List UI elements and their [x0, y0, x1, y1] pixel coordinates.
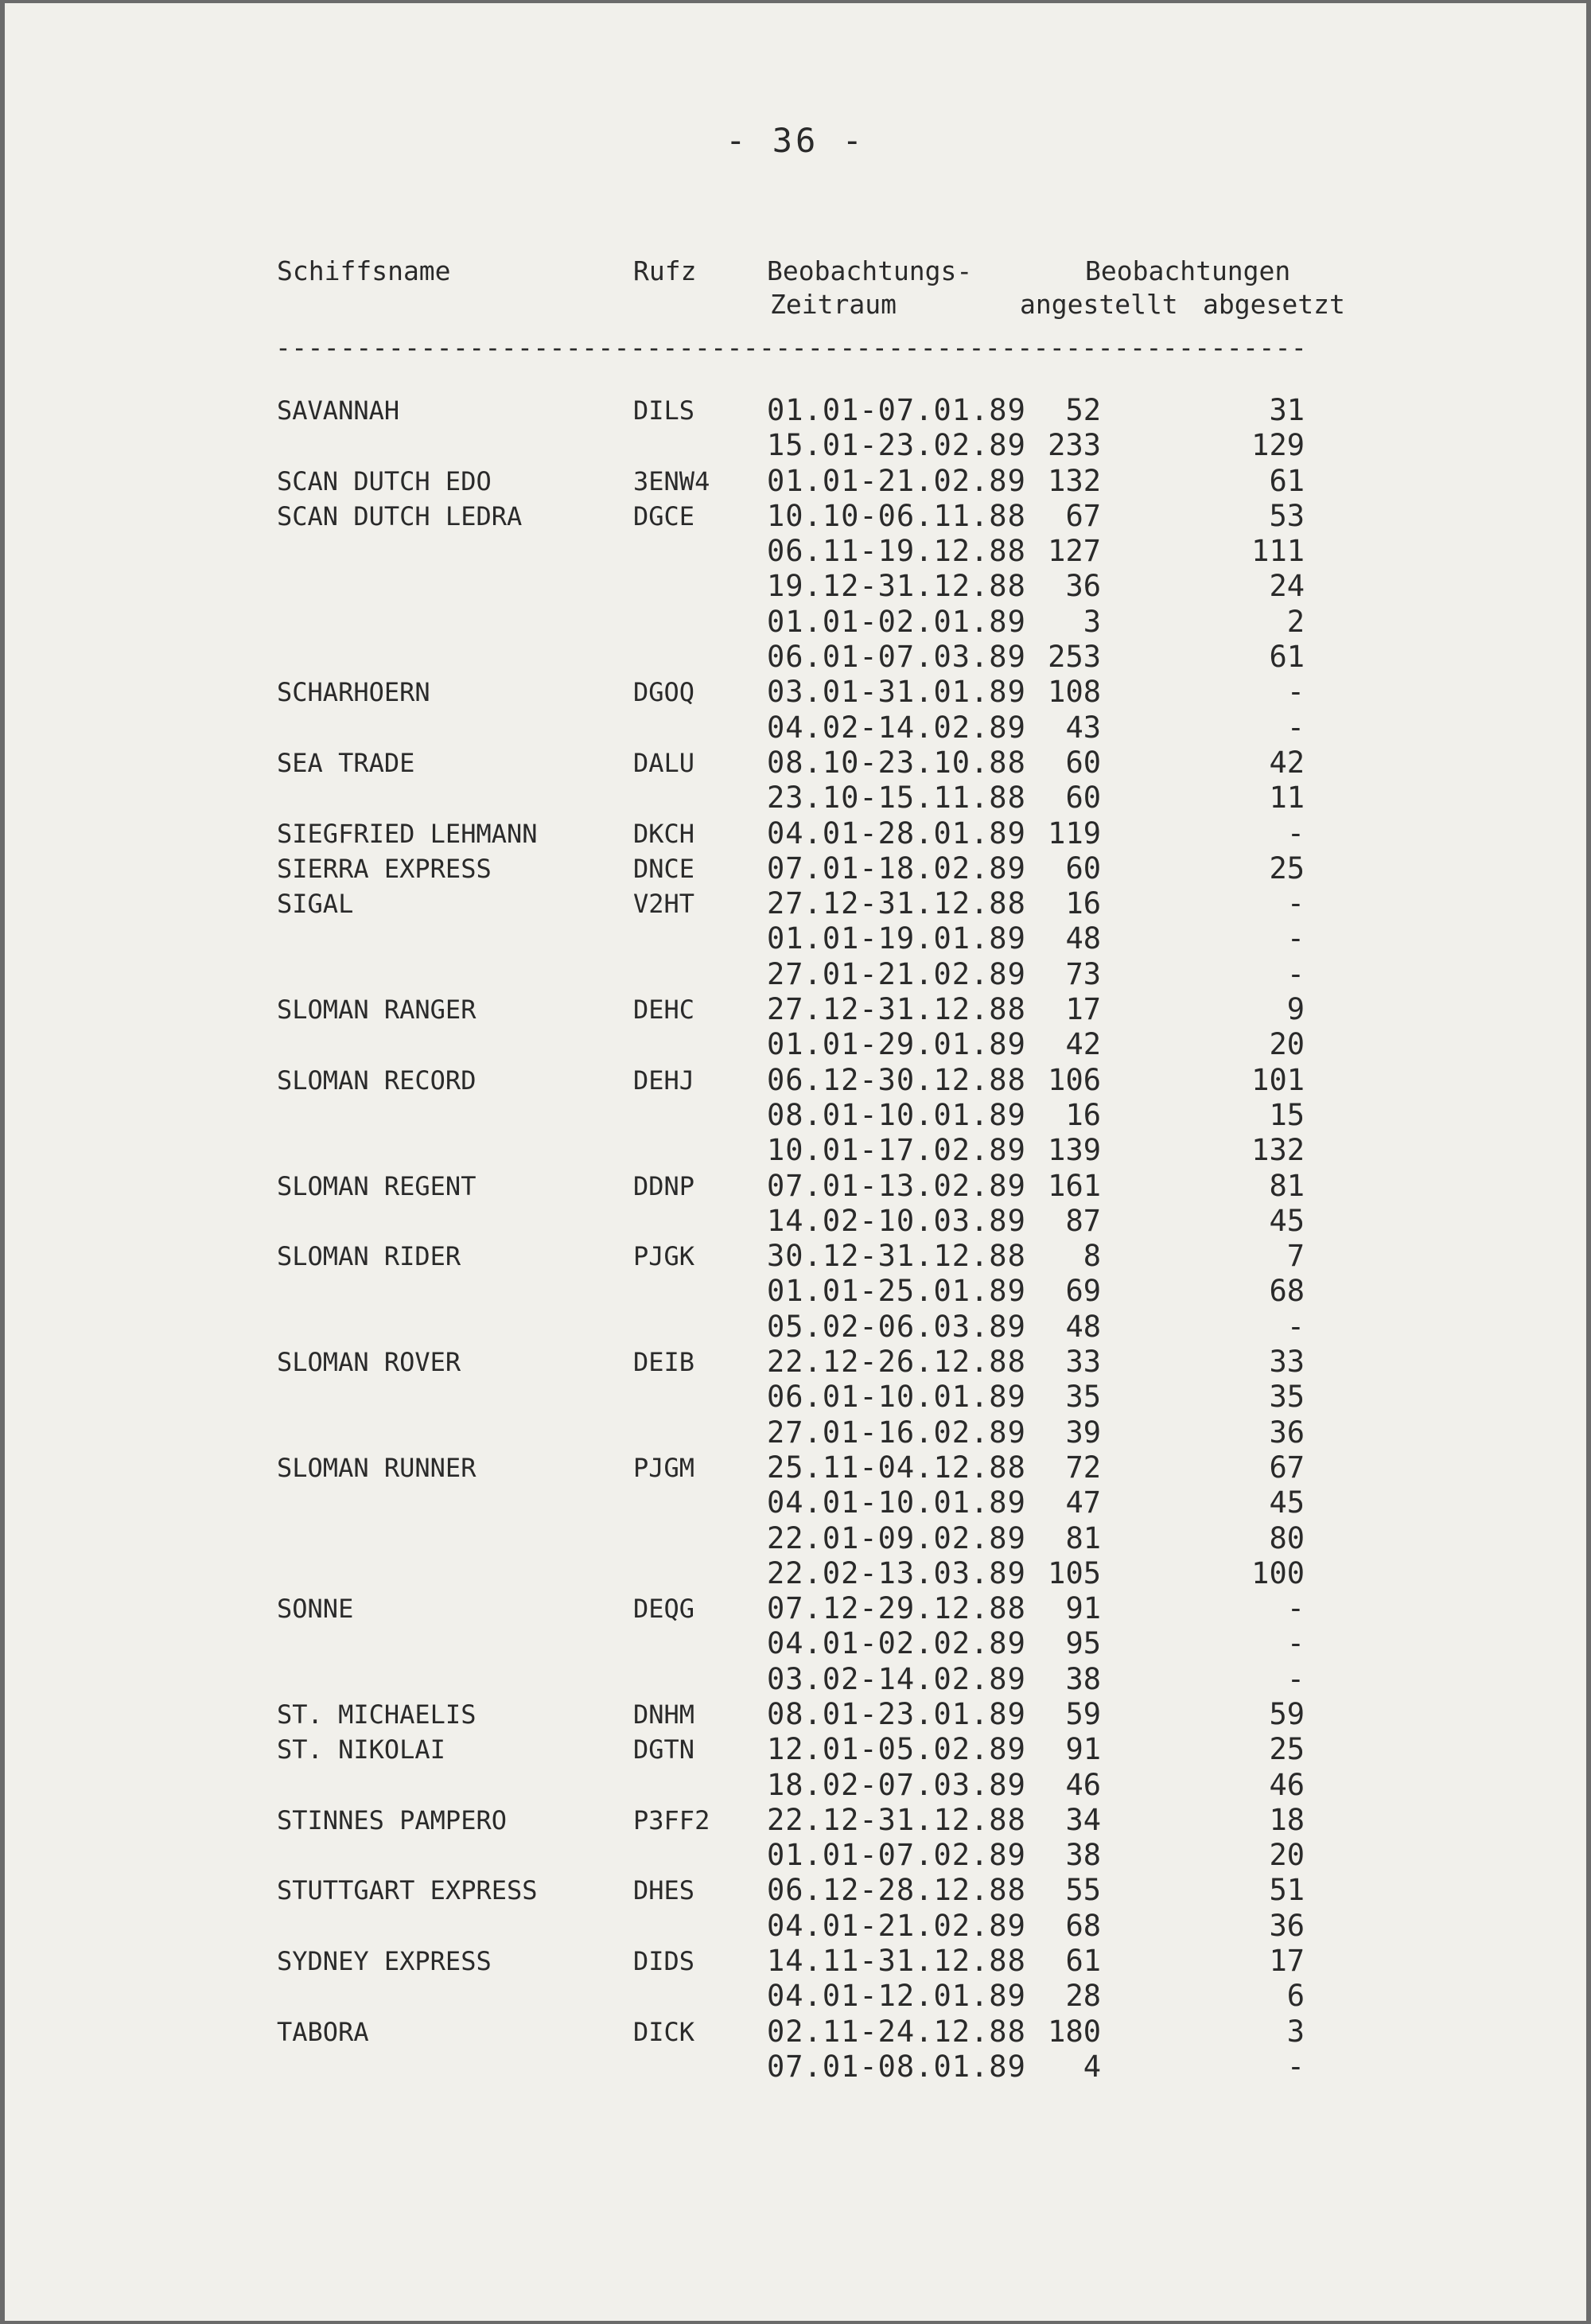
call-sign-cell: DDNP — [633, 1170, 695, 1201]
observations-made-cell: 161 — [1048, 1168, 1101, 1203]
ship-name-cell: SCHARHOERN — [277, 677, 430, 708]
observations-made-cell: 39 — [1065, 1415, 1101, 1450]
call-sign-cell: DEQG — [633, 1594, 695, 1625]
period-cell: 07.01-13.02.89 — [767, 1168, 1026, 1203]
observations-made-cell: 119 — [1048, 816, 1101, 851]
period-cell: 01.01-07.02.89 — [767, 1838, 1026, 1873]
period-cell: 15.01-23.02.89 — [767, 428, 1026, 463]
observations-sent-cell: 3 — [1286, 2014, 1305, 2049]
period-cell: 23.10-15.11.88 — [767, 781, 1026, 816]
observations-made-cell: 16 — [1065, 1097, 1101, 1132]
table-row — [5, 1239, 1586, 1274]
period-cell: 07.12-29.12.88 — [767, 1591, 1026, 1626]
observations-sent-cell: 33 — [1269, 1345, 1305, 1380]
observations-sent-cell: 61 — [1269, 640, 1305, 675]
table-row — [5, 1415, 1586, 1450]
table-row — [5, 499, 1586, 534]
table-row — [5, 957, 1586, 992]
period-cell: 04.01-02.02.89 — [767, 1626, 1026, 1661]
call-sign-cell: DIDS — [633, 1946, 695, 1977]
call-sign-cell: DNCE — [633, 853, 695, 884]
observations-sent-cell: - — [1286, 921, 1305, 956]
ship-name-cell: SLOMAN ROVER — [277, 1347, 461, 1378]
table-row — [5, 1098, 1586, 1133]
period-cell: 22.02-13.03.89 — [767, 1555, 1026, 1590]
observations-sent-cell: 46 — [1269, 1767, 1305, 1802]
observations-made-cell: 46 — [1065, 1767, 1101, 1802]
call-sign-cell: DGTN — [633, 1734, 695, 1765]
observations-sent-cell: 7 — [1286, 1239, 1305, 1274]
observations-made-cell: 105 — [1048, 1555, 1101, 1590]
observations-made-cell: 60 — [1065, 745, 1101, 780]
period-cell: 19.12-31.12.88 — [767, 569, 1026, 604]
table-row — [5, 816, 1586, 851]
period-cell: 04.01-12.01.89 — [767, 1979, 1026, 2014]
table-row — [5, 1662, 1586, 1697]
table-row — [5, 1556, 1586, 1591]
table-row — [5, 675, 1586, 710]
observations-sent-cell: 36 — [1269, 1908, 1305, 1943]
table-row — [5, 921, 1586, 956]
header-call-sign: Rufz — [633, 255, 697, 286]
observations-sent-cell: 61 — [1269, 463, 1305, 498]
table-row — [5, 534, 1586, 569]
ship-name-cell: ST. MICHAELIS — [277, 1699, 477, 1730]
ship-name-cell: SIERRA EXPRESS — [277, 853, 492, 884]
observations-made-cell: 34 — [1065, 1802, 1101, 1837]
period-cell: 04.01-21.02.89 — [767, 1908, 1026, 1943]
observations-made-cell: 127 — [1048, 534, 1101, 569]
ship-name-cell: SLOMAN RIDER — [277, 1241, 461, 1272]
observations-sent-cell: 111 — [1251, 534, 1305, 569]
observations-sent-cell: 67 — [1269, 1450, 1305, 1485]
period-cell: 30.12-31.12.88 — [767, 1239, 1026, 1274]
observations-made-cell: 55 — [1065, 1873, 1101, 1908]
table-row — [5, 745, 1586, 781]
observations-sent-cell: - — [1286, 956, 1305, 991]
observations-made-cell: 81 — [1065, 1520, 1101, 1555]
observations-sent-cell: - — [1286, 2049, 1305, 2084]
table-row — [5, 1274, 1586, 1309]
ship-name-cell: SLOMAN RANGER — [277, 995, 477, 1026]
table-row — [5, 1944, 1586, 1979]
period-cell: 01.01-19.01.89 — [767, 921, 1026, 956]
period-cell: 01.01-07.01.89 — [767, 393, 1026, 427]
observations-made-cell: 91 — [1065, 1732, 1101, 1767]
observations-sent-cell: 35 — [1269, 1380, 1305, 1415]
call-sign-cell: DGCE — [633, 500, 695, 531]
table-row — [5, 1803, 1586, 1838]
table-row — [5, 1027, 1586, 1062]
period-cell: 04.01-28.01.89 — [767, 816, 1026, 851]
document-page — [5, 3, 1586, 2321]
period-cell: 01.01-02.01.89 — [767, 604, 1026, 639]
observations-sent-cell: 20 — [1269, 1027, 1305, 1062]
observations-sent-cell: 81 — [1269, 1168, 1305, 1203]
observations-sent-cell: - — [1286, 1661, 1305, 1696]
table-row — [5, 605, 1586, 640]
observations-sent-cell: 31 — [1269, 393, 1305, 427]
table-row — [5, 2050, 1586, 2085]
ship-name-cell: SLOMAN RECORD — [277, 1065, 477, 1096]
header-observations-made: angestellt — [1020, 289, 1178, 320]
ship-name-cell: SCAN DUTCH LEDRA — [277, 500, 523, 531]
observations-made-cell: 43 — [1065, 710, 1101, 745]
observations-sent-cell: 17 — [1269, 1944, 1305, 1979]
period-cell: 01.01-21.02.89 — [767, 463, 1026, 498]
call-sign-cell: PJGK — [633, 1241, 695, 1272]
table-row — [5, 1133, 1586, 1168]
period-cell: 08.10-23.10.88 — [767, 745, 1026, 780]
observations-sent-cell: 42 — [1269, 745, 1305, 780]
observations-made-cell: 28 — [1065, 1979, 1101, 2014]
table-row — [5, 1626, 1586, 1661]
period-cell: 22.12-31.12.88 — [767, 1802, 1026, 1837]
table-row — [5, 886, 1586, 921]
period-cell: 03.02-14.02.89 — [767, 1661, 1026, 1696]
observations-made-cell: 69 — [1065, 1274, 1101, 1309]
observations-made-cell: 35 — [1065, 1380, 1101, 1415]
call-sign-cell: DEHJ — [633, 1065, 695, 1096]
ship-name-cell: SONNE — [277, 1594, 354, 1625]
observations-sent-cell: 9 — [1286, 992, 1305, 1027]
period-cell: 07.01-18.02.89 — [767, 851, 1026, 886]
period-cell: 08.01-23.01.89 — [767, 1696, 1026, 1731]
table-row — [5, 1380, 1586, 1415]
observations-made-cell: 48 — [1065, 921, 1101, 956]
period-cell: 03.01-31.01.89 — [767, 675, 1026, 710]
observations-sent-cell: 51 — [1269, 1873, 1305, 1908]
call-sign-cell: DNHM — [633, 1699, 695, 1730]
observations-sent-cell: 129 — [1251, 428, 1305, 463]
period-cell: 01.01-29.01.89 — [767, 1027, 1026, 1062]
call-sign-cell: DHES — [633, 1875, 695, 1906]
period-cell: 27.01-16.02.89 — [767, 1415, 1026, 1450]
table-row — [5, 1979, 1586, 2014]
table-row — [5, 2015, 1586, 2050]
period-cell: 27.12-31.12.88 — [767, 992, 1026, 1027]
call-sign-cell: DILS — [633, 395, 695, 426]
header-separator: ---------------------------------------------------------------- — [275, 332, 1308, 363]
table-row — [5, 569, 1586, 604]
observations-made-cell: 72 — [1065, 1450, 1101, 1485]
call-sign-cell: DALU — [633, 747, 695, 778]
period-cell: 06.12-28.12.88 — [767, 1873, 1026, 1908]
observations-sent-cell: - — [1286, 1626, 1305, 1661]
period-cell: 04.01-10.01.89 — [767, 1485, 1026, 1520]
observations-made-cell: 87 — [1065, 1203, 1101, 1238]
call-sign-cell: 3ENW4 — [633, 465, 710, 496]
period-cell: 10.10-06.11.88 — [767, 498, 1026, 533]
call-sign-cell: DGOQ — [633, 677, 695, 708]
observations-made-cell: 48 — [1065, 1309, 1101, 1344]
observations-made-cell: 60 — [1065, 781, 1101, 816]
observations-made-cell: 42 — [1065, 1027, 1101, 1062]
observations-made-cell: 108 — [1048, 675, 1101, 710]
table-row — [5, 1909, 1586, 1944]
period-cell: 06.11-19.12.88 — [767, 534, 1026, 569]
observations-sent-cell: - — [1286, 1309, 1305, 1344]
observations-made-cell: 68 — [1065, 1908, 1101, 1943]
table-row — [5, 1169, 1586, 1204]
ship-name-cell: SCAN DUTCH EDO — [277, 465, 492, 496]
observations-sent-cell: 2 — [1286, 604, 1305, 639]
table-row — [5, 1521, 1586, 1556]
observations-sent-cell: 6 — [1286, 1979, 1305, 2014]
observations-sent-cell: 18 — [1269, 1802, 1305, 1837]
observations-made-cell: 139 — [1048, 1133, 1101, 1168]
observations-sent-cell: 20 — [1269, 1838, 1305, 1873]
ship-name-cell: SEA TRADE — [277, 747, 415, 778]
period-cell: 02.11-24.12.88 — [767, 2014, 1026, 2049]
observations-made-cell: 47 — [1065, 1485, 1101, 1520]
period-cell: 04.02-14.02.89 — [767, 710, 1026, 745]
ship-name-cell: ST. NIKOLAI — [277, 1734, 445, 1765]
observations-made-cell: 3 — [1083, 604, 1101, 639]
period-cell: 07.01-08.01.89 — [767, 2049, 1026, 2084]
observations-sent-cell: - — [1286, 886, 1305, 921]
period-cell: 12.01-05.02.89 — [767, 1732, 1026, 1767]
observations-sent-cell: 45 — [1269, 1203, 1305, 1238]
observations-made-cell: 91 — [1065, 1591, 1101, 1626]
observations-sent-cell: - — [1286, 675, 1305, 710]
observations-sent-cell: 36 — [1269, 1415, 1305, 1450]
period-cell: 27.12-31.12.88 — [767, 886, 1026, 921]
call-sign-cell: V2HT — [633, 889, 695, 920]
table-row — [5, 781, 1586, 816]
observations-sent-cell: 53 — [1269, 498, 1305, 533]
period-cell: 06.12-30.12.88 — [767, 1062, 1026, 1097]
period-cell: 05.02-06.03.89 — [767, 1309, 1026, 1344]
ship-name-cell: TABORA — [277, 2016, 369, 2047]
ship-name-cell: SLOMAN RUNNER — [277, 1452, 477, 1483]
table-row — [5, 393, 1586, 428]
table-row — [5, 1204, 1586, 1239]
observations-made-cell: 52 — [1065, 393, 1101, 427]
call-sign-cell: PJGM — [633, 1452, 695, 1483]
period-cell: 14.02-10.03.89 — [767, 1203, 1026, 1238]
period-cell: 22.01-09.02.89 — [767, 1520, 1026, 1555]
call-sign-cell: P3FF2 — [633, 1804, 710, 1835]
observations-made-cell: 67 — [1065, 498, 1101, 533]
observations-made-cell: 36 — [1065, 569, 1101, 604]
observations-made-cell: 33 — [1065, 1345, 1101, 1380]
ship-name-cell: SLOMAN REGENT — [277, 1170, 477, 1201]
table-row — [5, 1450, 1586, 1485]
observations-sent-cell: 59 — [1269, 1696, 1305, 1731]
observations-made-cell: 38 — [1065, 1661, 1101, 1696]
observations-made-cell: 180 — [1048, 2014, 1101, 2049]
observations-made-cell: 132 — [1048, 463, 1101, 498]
observations-sent-cell: 101 — [1251, 1062, 1305, 1097]
table-row — [5, 640, 1586, 675]
observations-sent-cell: 25 — [1269, 1732, 1305, 1767]
observations-made-cell: 16 — [1065, 886, 1101, 921]
observations-sent-cell: 25 — [1269, 851, 1305, 886]
table-row — [5, 464, 1586, 499]
table-row — [5, 992, 1586, 1027]
table-row — [5, 1697, 1586, 1732]
observations-made-cell: 253 — [1048, 640, 1101, 675]
observations-made-cell: 38 — [1065, 1838, 1101, 1873]
table-row — [5, 1310, 1586, 1345]
period-cell: 25.11-04.12.88 — [767, 1450, 1026, 1485]
observations-made-cell: 60 — [1065, 851, 1101, 886]
table-row — [5, 1768, 1586, 1803]
period-cell: 08.01-10.01.89 — [767, 1097, 1026, 1132]
ship-name-cell: STUTTGART EXPRESS — [277, 1875, 538, 1906]
observations-made-cell: 17 — [1065, 992, 1101, 1027]
call-sign-cell: DICK — [633, 2016, 695, 2047]
header-ship-name: Schiffsname — [277, 255, 451, 286]
table-row — [5, 1873, 1586, 1908]
observations-made-cell: 8 — [1083, 1239, 1101, 1274]
period-cell: 06.01-07.03.89 — [767, 640, 1026, 675]
observations-sent-cell: 80 — [1269, 1520, 1305, 1555]
observations-sent-cell: 68 — [1269, 1274, 1305, 1309]
page-number: - 36 - — [725, 121, 866, 160]
header-observations: Beobachtungen — [1085, 255, 1291, 286]
observations-sent-cell: 132 — [1251, 1133, 1305, 1168]
ship-name-cell: SIGAL — [277, 889, 354, 920]
observations-made-cell: 73 — [1065, 956, 1101, 991]
period-cell: 01.01-25.01.89 — [767, 1274, 1026, 1309]
observations-sent-cell: 24 — [1269, 569, 1305, 604]
header-period-line2: Zeitraum — [770, 289, 897, 320]
table-row — [5, 1732, 1586, 1767]
period-cell: 14.11-31.12.88 — [767, 1944, 1026, 1979]
table-row — [5, 428, 1586, 463]
observations-made-cell: 4 — [1083, 2049, 1101, 2084]
observations-sent-cell: 45 — [1269, 1485, 1305, 1520]
period-cell: 10.01-17.02.89 — [767, 1133, 1026, 1168]
ship-name-cell: SIEGFRIED LEHMANN — [277, 818, 538, 849]
table-row — [5, 1591, 1586, 1626]
table-row — [5, 710, 1586, 745]
period-cell: 18.02-07.03.89 — [767, 1767, 1026, 1802]
ship-name-cell: SYDNEY EXPRESS — [277, 1946, 492, 1977]
observations-sent-cell: - — [1286, 1591, 1305, 1626]
observations-sent-cell: 15 — [1269, 1097, 1305, 1132]
ship-name-cell: SAVANNAH — [277, 395, 400, 426]
observations-made-cell: 61 — [1065, 1944, 1101, 1979]
observations-made-cell: 59 — [1065, 1696, 1101, 1731]
ship-table — [5, 393, 1586, 2085]
observations-sent-cell: - — [1286, 816, 1305, 851]
period-cell: 27.01-21.02.89 — [767, 956, 1026, 991]
observations-made-cell: 106 — [1048, 1062, 1101, 1097]
table-row — [5, 851, 1586, 886]
observations-made-cell: 95 — [1065, 1626, 1101, 1661]
call-sign-cell: DEHC — [633, 995, 695, 1026]
table-row — [5, 1345, 1586, 1380]
header-period-line1: Beobachtungs- — [767, 255, 973, 286]
table-row — [5, 1838, 1586, 1873]
ship-name-cell: STINNES PAMPERO — [277, 1804, 507, 1835]
observations-sent-cell: 11 — [1269, 781, 1305, 816]
table-row — [5, 1485, 1586, 1520]
period-cell: 22.12-26.12.88 — [767, 1345, 1026, 1380]
observations-sent-cell: 100 — [1251, 1555, 1305, 1590]
observations-sent-cell: - — [1286, 710, 1305, 745]
header-observations-sent: abgesetzt — [1203, 289, 1345, 320]
table-row — [5, 1063, 1586, 1098]
observations-made-cell: 233 — [1048, 428, 1101, 463]
call-sign-cell: DKCH — [633, 818, 695, 849]
period-cell: 06.01-10.01.89 — [767, 1380, 1026, 1415]
call-sign-cell: DEIB — [633, 1347, 695, 1378]
